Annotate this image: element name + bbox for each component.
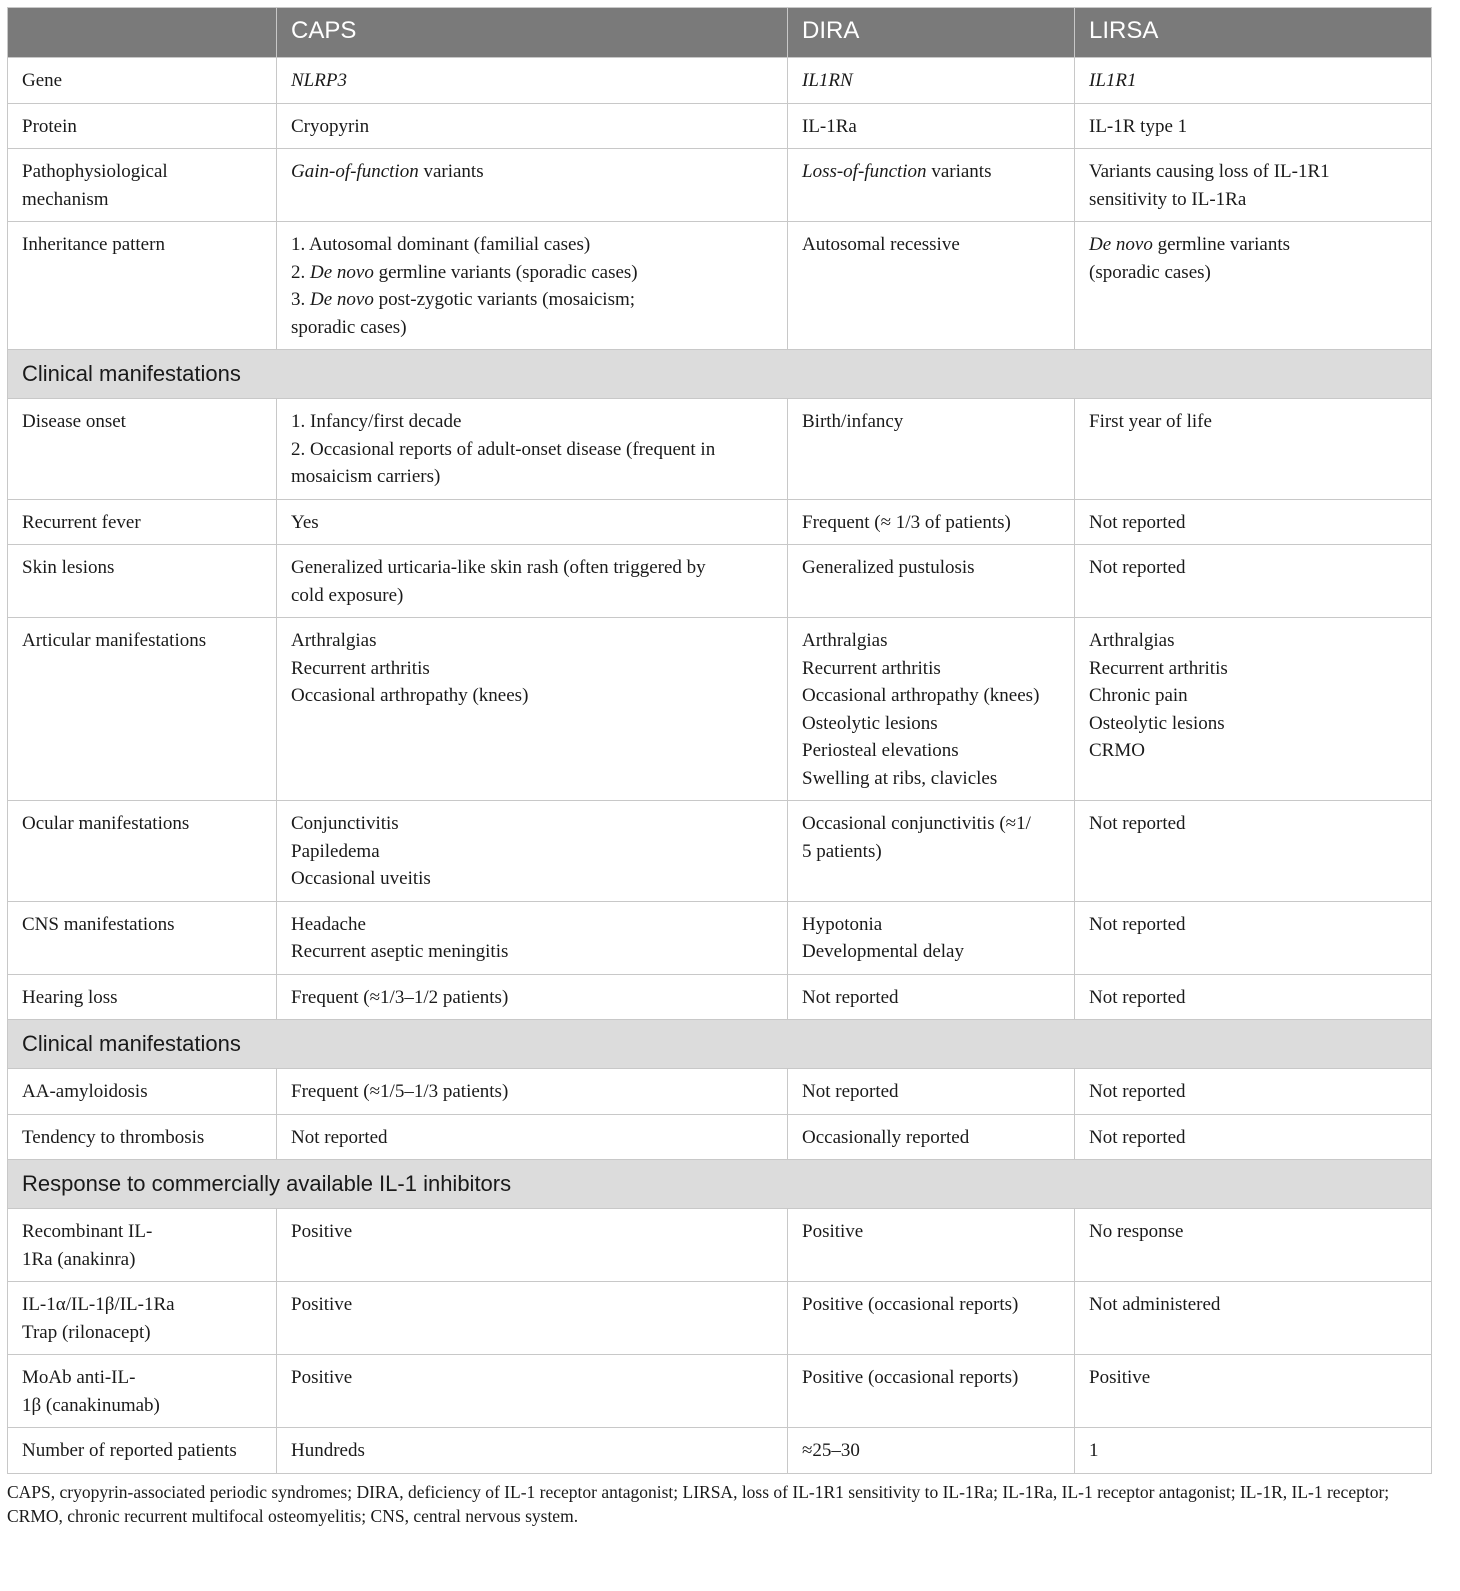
section-row-clinical-manifestations-1	[8, 350, 1432, 399]
cell-line: Conjunctivitis	[291, 813, 399, 834]
cell-caps	[277, 149, 788, 222]
section-row-clinical-manifestations-2	[8, 1020, 1432, 1069]
cell-lirsa	[1075, 1209, 1432, 1282]
cell-line: Recurrent arthritis	[1089, 657, 1228, 679]
cell-caps	[277, 499, 788, 545]
cell-line: Positive	[291, 1294, 353, 1315]
text: germline variants (sporadic cases)	[373, 261, 638, 283]
cell-line: Osteolytic lesions	[802, 712, 938, 734]
cell-line: Not reported	[1089, 557, 1186, 578]
cell-line: IL-1Ra	[802, 115, 857, 137]
cell-label	[8, 1209, 277, 1282]
cell-lirsa	[1075, 222, 1432, 350]
cell-line: Chronic pain	[1089, 685, 1188, 706]
cell-line: Occasional uveitis	[291, 868, 431, 889]
cell-line: Papiledema	[291, 840, 380, 862]
cell-line	[291, 158, 773, 186]
header-caps: CAPS	[277, 8, 788, 58]
cell-label	[8, 399, 277, 500]
cell-line: First year of life	[1089, 411, 1212, 432]
cell-line: Not reported	[1089, 813, 1186, 834]
cell-line: 1. Autosomal dominant (familial cases)	[291, 234, 591, 255]
table-row-aa-amyloidosis	[8, 1069, 1432, 1115]
cell-lirsa	[1075, 149, 1432, 222]
cell-line: 2. Occasional reports of adult-onset disease (frequent in	[291, 438, 716, 460]
cell-line	[1089, 67, 1417, 95]
cell-caps	[277, 801, 788, 902]
cell-line: Frequent (≈ 1/3 of patients)	[802, 511, 1011, 533]
cell-caps	[277, 545, 788, 618]
cell-line	[802, 67, 1060, 95]
cell-lirsa	[1075, 1355, 1432, 1428]
cell-label	[8, 499, 277, 545]
cell-line: Not reported	[1089, 511, 1186, 533]
section-row-response-section	[8, 1160, 1432, 1209]
cell-line: 1β (canakinumab)	[22, 1394, 160, 1416]
cell-line: Autosomal recessive	[802, 234, 960, 255]
cell-caps	[277, 618, 788, 801]
cell-line: Hundreds	[291, 1440, 365, 1461]
cell-dira	[788, 1114, 1075, 1160]
cell-line: Not reported	[1089, 1126, 1186, 1148]
cell-lirsa	[1075, 1114, 1432, 1160]
section-heading: Clinical manifestations	[8, 1020, 1432, 1069]
italic-text: NLRP3	[291, 70, 347, 91]
cell-dira	[788, 1209, 1075, 1282]
cell-line: Trap (rilonacept)	[22, 1321, 151, 1343]
cell-label	[8, 58, 277, 104]
italic-text: De novo	[310, 289, 374, 310]
cell-lirsa	[1075, 618, 1432, 801]
text: 3.	[291, 289, 310, 310]
cell-line: Yes	[291, 511, 319, 533]
cell-line: Articular manifestations	[22, 630, 207, 651]
cell-caps	[277, 974, 788, 1020]
header-row	[8, 8, 1432, 58]
cell-line: Arthralgias	[291, 630, 377, 651]
cell-label	[8, 1428, 277, 1474]
cell-line: IL-1R type 1	[1089, 115, 1188, 137]
cell-line: sporadic cases)	[291, 316, 407, 338]
cell-line: Positive (occasional reports)	[802, 1367, 1019, 1388]
cell-caps	[277, 58, 788, 104]
italic-text: IL1R1	[1089, 70, 1137, 91]
cell-dira	[788, 499, 1075, 545]
header-empty	[8, 8, 277, 58]
cell-line: 1. Infancy/first decade	[291, 411, 462, 432]
cell-line: Recombinant IL-	[22, 1221, 153, 1242]
cell-lirsa	[1075, 974, 1432, 1020]
section-heading: Clinical manifestations	[8, 350, 1432, 399]
cell-line: Variants causing loss of IL-1R1	[1089, 161, 1330, 182]
cell-line: Recurrent fever	[22, 511, 141, 533]
cell-lirsa	[1075, 399, 1432, 500]
table-row-hearing-loss	[8, 974, 1432, 1020]
cell-lirsa	[1075, 801, 1432, 902]
comparison-table	[7, 7, 1432, 1474]
cell-line: Hypotonia	[802, 913, 883, 935]
cell-dira	[788, 1428, 1075, 1474]
cell-line: Positive (occasional reports)	[802, 1294, 1019, 1315]
table-row-disease-onset	[8, 399, 1432, 500]
cell-line: Protein	[22, 115, 77, 137]
italic-text: Gain-of-function	[291, 161, 419, 182]
section-heading: Response to commercially available IL-1 inhibitors	[8, 1160, 1432, 1209]
cell-line: Tendency to thrombosis	[22, 1126, 205, 1148]
table-row-protein	[8, 103, 1432, 149]
cell-line: Positive	[1089, 1367, 1151, 1388]
cell-line: 1	[1089, 1440, 1099, 1461]
cell-line: Not administered	[1089, 1294, 1221, 1315]
cell-lirsa	[1075, 58, 1432, 104]
cell-line: Developmental delay	[802, 941, 964, 962]
cell-line: Hearing loss	[22, 986, 118, 1008]
cell-lirsa	[1075, 499, 1432, 545]
cell-label	[8, 545, 277, 618]
cell-label	[8, 103, 277, 149]
cell-line: Birth/infancy	[802, 411, 904, 432]
cell-line: mosaicism carriers)	[291, 466, 441, 487]
cell-line: Disease onset	[22, 411, 126, 432]
cell-dira	[788, 1355, 1075, 1428]
cell-line	[802, 158, 1060, 186]
cell-line: Number of reported patients	[22, 1440, 237, 1461]
cell-line: 1Ra (anakinra)	[22, 1248, 136, 1270]
cell-dira	[788, 545, 1075, 618]
cell-line: Periosteal elevations	[802, 740, 959, 761]
cell-line: Inheritance pattern	[22, 234, 165, 255]
cell-line: Recurrent arthritis	[802, 657, 941, 679]
header-dira: DIRA	[788, 8, 1075, 58]
table-row-thrombosis	[8, 1114, 1432, 1160]
cell-label	[8, 1114, 277, 1160]
cell-line: Not reported	[1089, 986, 1186, 1008]
cell-line: 5 patients)	[802, 840, 882, 862]
text: 2.	[291, 261, 310, 283]
cell-dira	[788, 1069, 1075, 1115]
table-row-inheritance	[8, 222, 1432, 350]
cell-dira	[788, 801, 1075, 902]
cell-line	[1089, 231, 1417, 259]
cell-line: No response	[1089, 1221, 1184, 1242]
cell-caps	[277, 901, 788, 974]
cell-line: Ocular manifestations	[22, 813, 190, 834]
cell-dira	[788, 618, 1075, 801]
cell-line: Skin lesions	[22, 557, 115, 578]
cell-dira	[788, 1282, 1075, 1355]
cell-dira	[788, 58, 1075, 104]
cell-line: sensitivity to IL-1Ra	[1089, 188, 1247, 210]
cell-label	[8, 1282, 277, 1355]
cell-line: Positive	[291, 1367, 353, 1388]
cell-line: mechanism	[22, 188, 109, 210]
cell-label	[8, 618, 277, 801]
cell-line: Frequent (≈1/5–1/3 patients)	[291, 1081, 509, 1102]
table-body	[8, 58, 1432, 1474]
table-row-anakinra	[8, 1209, 1432, 1282]
cell-dira	[788, 399, 1075, 500]
cell-line: Positive	[291, 1221, 353, 1242]
cell-lirsa	[1075, 545, 1432, 618]
cell-line: ≈25–30	[802, 1440, 860, 1461]
cell-line: Not reported	[1089, 1081, 1186, 1102]
cell-line: Arthralgias	[1089, 630, 1175, 651]
cell-label	[8, 222, 277, 350]
table-row-gene	[8, 58, 1432, 104]
cell-line: Not reported	[802, 986, 899, 1008]
cell-line: Positive	[802, 1221, 864, 1242]
table-row-ocular	[8, 801, 1432, 902]
cell-caps	[277, 103, 788, 149]
cell-line: IL-1α/IL-1β/IL-1Ra	[22, 1294, 175, 1315]
cell-caps	[277, 1209, 788, 1282]
header-lirsa: LIRSA	[1075, 8, 1432, 58]
cell-line	[291, 286, 773, 314]
cell-line: Swelling at ribs, clavicles	[802, 767, 998, 789]
table-footnote: CAPS, cryopyrin-associated periodic syndromes; DIRA, deficiency of IL-1 receptor antagonist; LIRSA, loss of IL-1R1 sensitivity to IL-1Ra; IL-1Ra, IL-1 receptor antagonist; IL-1R, IL-1 receptor; CRMO, chronic recurrent multifocal osteomyelitis; CNS, central nervous system.	[7, 1481, 1390, 1526]
cell-caps	[277, 222, 788, 350]
text: variants	[418, 161, 484, 182]
cell-line: Recurrent aseptic meningitis	[291, 941, 509, 962]
cell-line: Generalized pustulosis	[802, 557, 975, 578]
cell-line: Arthralgias	[802, 630, 888, 651]
cell-caps	[277, 1428, 788, 1474]
table-row-mechanism	[8, 149, 1432, 222]
table-row-recurrent-fever	[8, 499, 1432, 545]
cell-line: Headache	[291, 913, 366, 935]
text: variants	[926, 161, 992, 182]
cell-label	[8, 801, 277, 902]
cell-dira	[788, 149, 1075, 222]
cell-lirsa	[1075, 901, 1432, 974]
cell-label	[8, 901, 277, 974]
table-row-rilonacept	[8, 1282, 1432, 1355]
cell-line: Not reported	[291, 1126, 388, 1148]
italic-text: IL1RN	[802, 70, 853, 91]
cell-line: Generalized urticaria-like skin rash (often triggered by	[291, 557, 706, 578]
cell-line	[291, 67, 773, 95]
cell-line: Osteolytic lesions	[1089, 712, 1225, 734]
cell-label	[8, 974, 277, 1020]
cell-caps	[277, 399, 788, 500]
cell-line: Pathophysiological	[22, 161, 168, 182]
cell-line: Occasional arthropathy (knees)	[291, 685, 529, 706]
cell-dira	[788, 222, 1075, 350]
cell-caps	[277, 1282, 788, 1355]
cell-line: Recurrent arthritis	[291, 657, 430, 679]
cell-dira	[788, 901, 1075, 974]
cell-line: AA-amyloidosis	[22, 1081, 148, 1102]
table-row-reported-patients	[8, 1428, 1432, 1474]
cell-label	[8, 1069, 277, 1115]
cell-lirsa	[1075, 1282, 1432, 1355]
cell-line: Cryopyrin	[291, 115, 370, 137]
text: post-zygotic variants (mosaicism;	[373, 289, 636, 310]
cell-lirsa	[1075, 1069, 1432, 1115]
cell-caps	[277, 1114, 788, 1160]
table-row-canakinumab	[8, 1355, 1432, 1428]
cell-dira	[788, 103, 1075, 149]
text: germline variants	[1152, 234, 1291, 255]
cell-line: Occasionally reported	[802, 1126, 970, 1148]
cell-line: Not reported	[1089, 913, 1186, 935]
cell-line: CRMO	[1089, 740, 1145, 761]
cell-caps	[277, 1355, 788, 1428]
table-row-skin-lesions	[8, 545, 1432, 618]
cell-line: Not reported	[802, 1081, 899, 1102]
cell-line: (sporadic cases)	[1089, 261, 1211, 283]
cell-line: CNS manifestations	[22, 913, 175, 935]
cell-line: cold exposure)	[291, 584, 404, 606]
italic-text: Loss-of-function	[802, 161, 927, 182]
cell-line: MoAb anti-IL-	[22, 1367, 136, 1388]
italic-text: De novo	[310, 261, 374, 283]
cell-line: Frequent (≈1/3–1/2 patients)	[291, 986, 509, 1008]
cell-line: Gene	[22, 70, 63, 91]
cell-lirsa	[1075, 103, 1432, 149]
cell-lirsa	[1075, 1428, 1432, 1474]
cell-line: Occasional conjunctivitis (≈1/	[802, 813, 1031, 834]
cell-caps	[277, 1069, 788, 1115]
cell-dira	[788, 974, 1075, 1020]
table-container	[7, 7, 1431, 1529]
table-row-articular	[8, 618, 1432, 801]
cell-label	[8, 1355, 277, 1428]
italic-text: De novo	[1089, 234, 1153, 255]
cell-line	[291, 259, 773, 287]
cell-line: Occasional arthropathy (knees)	[802, 685, 1040, 706]
cell-label	[8, 149, 277, 222]
table-row-cns	[8, 901, 1432, 974]
